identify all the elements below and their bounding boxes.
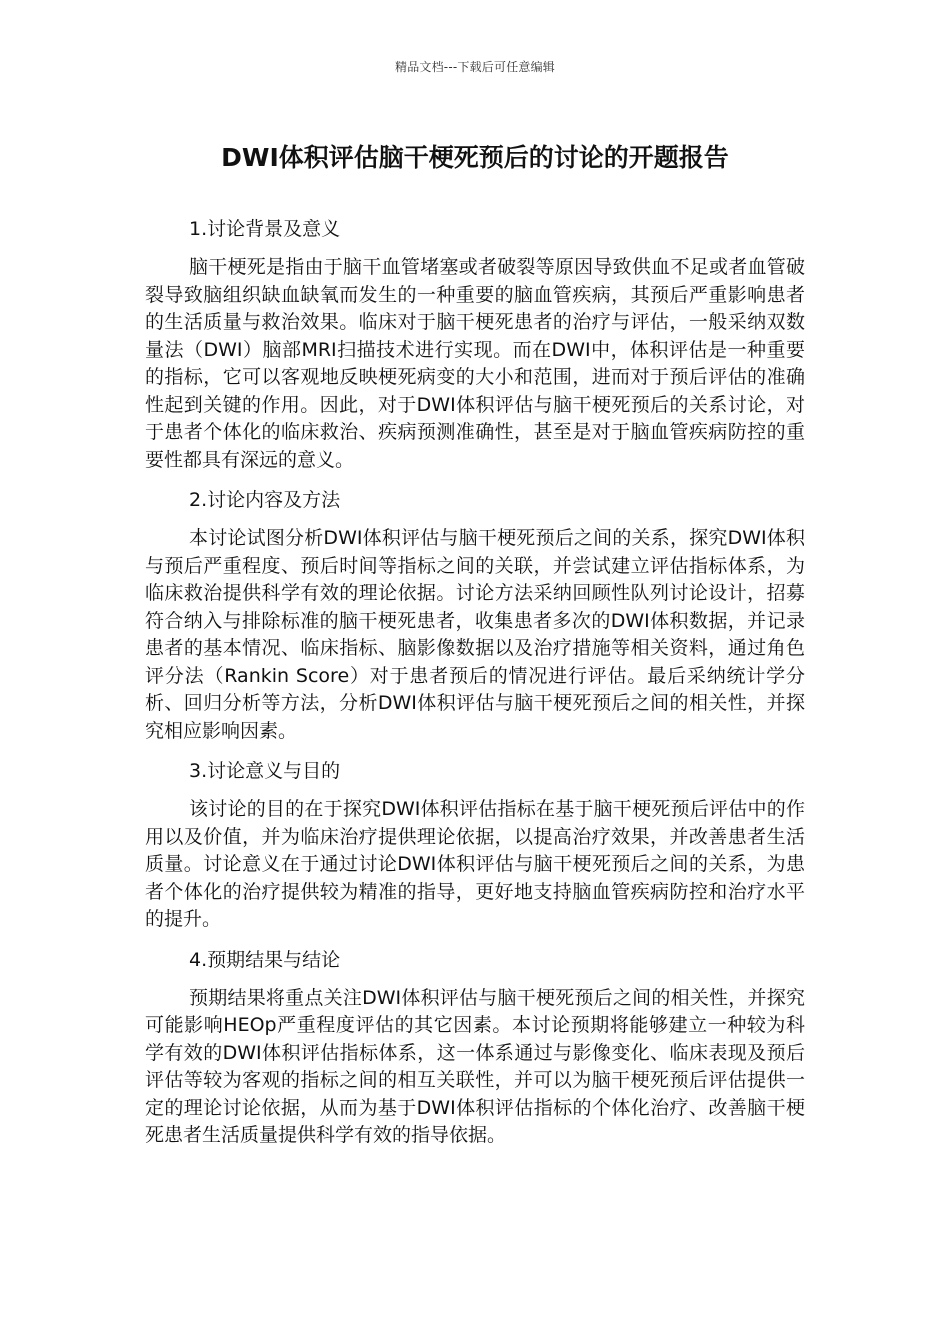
section-paragraph-background: 脑干梗死是指由于脑干血管堵塞或者破裂等原因导致供血不足或者血管破裂导致脑组织缺血缺氧而发生的一种重要的脑血管疾病，其预后严重影响患者的生活质量与救治效果。临床对于脑干梗死患者的治疗与评估，一般采纳双数量法（DWI）脑部MRI扫描技术进行实现。而在DWI中，体积评估是一种重要的指标，它可以客观地反映梗死病变的大小和范围，进而对于预后评估的准确性起到关键的作用。因此，对于DWI体积评估与脑干梗死预后的关系讨论，对于患者个体化的临床救治、疾病预测准确性，甚至是对于脑血管疾病防控的重要性都具有深远的意义。 [145, 256, 805, 471]
section-paragraph-methods: 本讨论试图分析DWI体积评估与脑干梗死预后之间的关系，探究DWI体积与预后严重程度、预后时间等指标之间的关联，并尝试建立评估指标体系，为临床救治提供科学有效的理论依据。讨论方法采纳回顾性队列讨论设计，招募符合纳入与排除标准的脑干梗死患者，收集患者多次的DWI体积数据，并记录患者的基本情况、临床指标、脑影像数据以及治疗措施等相关资料，通过角色评分法（Rankin Score）对于患者预后的情况进行评估。最后采纳统计学分析、回归分析等方法，分析DWI体积评估与脑干梗死预后之间的相关性，并探究相应影响因素。 [145, 527, 805, 742]
header-watermark: 精品文档---下载后可任意编辑 [395, 60, 555, 74]
document-title: DWI体积评估脑干梗死预后的讨论的开题报告 [221, 143, 729, 172]
document-body [145, 215, 805, 1162]
section-heading-significance: 3.讨论意义与目的 [189, 760, 341, 782]
section-heading-methods: 2.讨论内容及方法 [189, 489, 341, 511]
section-paragraph-significance: 该讨论的目的在于探究DWI体积评估指标在基于脑干梗死预后评估中的作用以及价值，并为临床治疗提供理论依据，以提高治疗效果，并改善患者生活质量。讨论意义在于通过讨论DWI体积评估与脑干梗死预后之间的关系，为患者个体化的治疗提供较为精准的指导，更好地支持脑血管疾病防控和治疗水平的提升。 [145, 798, 805, 930]
section-heading-expected-results: 4.预期结果与结论 [189, 948, 341, 971]
section-paragraph-expected-results: 预期结果将重点关注DWI体积评估与脑干梗死预后之间的相关性，并探究可能影响HEOp严重程度评估的其它因素。本讨论预期将能够建立一种较为科学有效的DWI体积评估指标体系，这一体系通过与影像变化、临床表现及预后评估等较为客观的指标之间的相互关联性，并可以为脑干梗死预后评估提供一定的理论讨论依据，从而为基于DWI体积评估指标的个体化治疗、改善脑干梗死患者生活质量提供科学有效的指导依据。 [145, 986, 805, 1146]
section-heading-background: 1.讨论背景及意义 [189, 218, 341, 240]
